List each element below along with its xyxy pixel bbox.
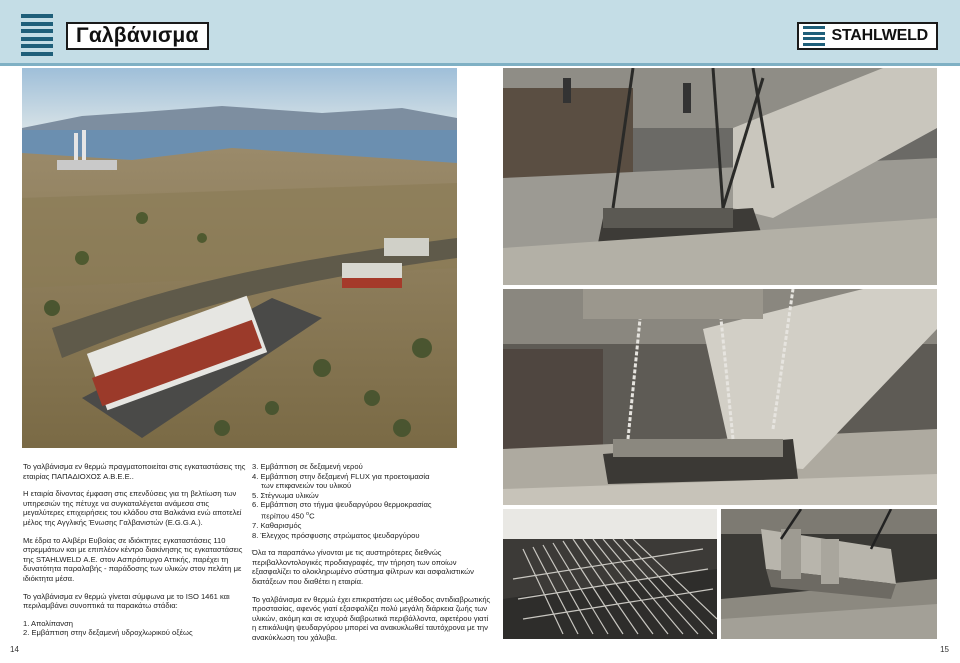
- stahlweld-stripes-icon: [803, 26, 825, 46]
- step-6-continued: [252, 510, 492, 521]
- galvanized-beam-photo: [721, 509, 937, 639]
- benefits-paragraph: Το γαλβάνισμα εν θερμώ έχει επικρατήσει ως μέθοδος αντιδιαβρωτικής προστασίας, αφενός γιατί εξασφαλίζει πολύ μεγάλη διάρκεια ζωής των υλικών, ακόμη και σε ισχυρά διαβρωτικά περιβάλλοντα, αφετέρου γιατί η επικάλυψη ψευδαργύρου μπορεί να ανακυκλωθεί ταυτόχρονα με την ανακύκλωση του χάλυβα.: [252, 594, 491, 643]
- step-5: 5. Στέγνωμα υλικών: [252, 490, 319, 500]
- step-6-temperature: περίπου 450: [261, 511, 304, 521]
- step-1: 1. Απολίπανση: [23, 618, 74, 628]
- degree-sign: o: [306, 510, 310, 517]
- page-title-box: [66, 22, 209, 50]
- brand-name: STAHLWELD: [831, 27, 928, 44]
- process-steps-left: [23, 619, 248, 638]
- environment-paragraph: Όλα τα παραπάνω γίνονται με τις αυστηρότερες διεθνώς περιβαλλοντολογικές προδιαγραφές, την τήρηση των οποίων εξασφαλίζει το ολοκληρωμένο σύστημα φίλτρων και ασφαλιστικών διατάξεων που διαθέτει η εταιρία.: [252, 548, 474, 587]
- stahlweld-logo: [797, 22, 938, 50]
- page-title: Γαλβάνισμα: [76, 24, 199, 47]
- left-text-column: [23, 462, 248, 638]
- zinc-bath-photo-middle: [503, 289, 937, 505]
- iso-paragraph: Το γαλβάνισμα εν θερμώ γίνεται σύμφωνα με το ISO 1461 και περιλαμβάνει συνοπτικά τα παρακάτω στάδια:: [23, 591, 230, 611]
- step-7: 7. Καθαρισμός: [252, 521, 302, 531]
- middle-text-column: [252, 462, 492, 643]
- step-4-continued: των επιφανειών του υλικού: [261, 481, 352, 491]
- process-steps-middle: [252, 462, 492, 540]
- header-band: [0, 0, 960, 66]
- page-number-left: 14: [10, 645, 19, 654]
- step-3: 3. Εμβάπτιση σε δεξαμενή νερού: [252, 462, 363, 471]
- striped-square-icon: [21, 14, 53, 56]
- step-2: 2. Εμβάπτιση στην δεξαμενή υδροχλωρικού οξέως: [23, 628, 193, 638]
- temperature-unit: C: [309, 511, 315, 521]
- page-number-right: 15: [940, 645, 949, 654]
- zinc-bath-photo-top: [503, 68, 937, 285]
- company-paragraph: Η εταιρία δίνοντας έμφαση στις επενδύσεις για τη βελτίωση των υπηρεσιών της πέτυχε να συγκαταλέγεται ανάμεσα στις μεγαλύτερες επιχειρήσεις του κλάδου στα Βαλκάνια ενώ αποτελεί μέλος της Αγγλικής Ένωσης Γαλβανιστών (E.G.G.A.).: [23, 489, 242, 527]
- step-8: 8. Έλεγχος πρόσφυσης στρώματος ψευδαργύρου: [252, 530, 420, 540]
- intro-paragraph: Το γαλβάνισμα εν θερμώ πραγματοποιείται στις εγκαταστάσεις της εταιρίας ΠΑΠΑΔΙΟΧΟΣ Α.Β.Ε.Ε..: [23, 462, 246, 481]
- aerial-plant-photo: [22, 68, 457, 448]
- location-paragraph: Με έδρα το Αλιβέρι Ευβοίας σε ιδιόκτητες εγκαταστάσεις 110 στρεμμάτων και με επιπλέον κέντρο διακίνησης τις εγκαταστάσεις της STAHLWELD Α.Ε. στον Ασπρόπυργο Αττικής, παρέχει τη δυνατότητα παραλαβής - παράδοσης των υλικών στον πελάτη με ιδιόκτητα μέσα.: [23, 535, 243, 583]
- galvanized-racks-photo: [503, 509, 717, 639]
- step-6: 6. Εμβάπτιση στο τήγμα ψευδαργύρου θερμοκρασίας: [252, 500, 432, 510]
- step-4: 4. Εμβάπτιση στην δεξαμενή FLUX για προετοιμασία: [252, 471, 430, 481]
